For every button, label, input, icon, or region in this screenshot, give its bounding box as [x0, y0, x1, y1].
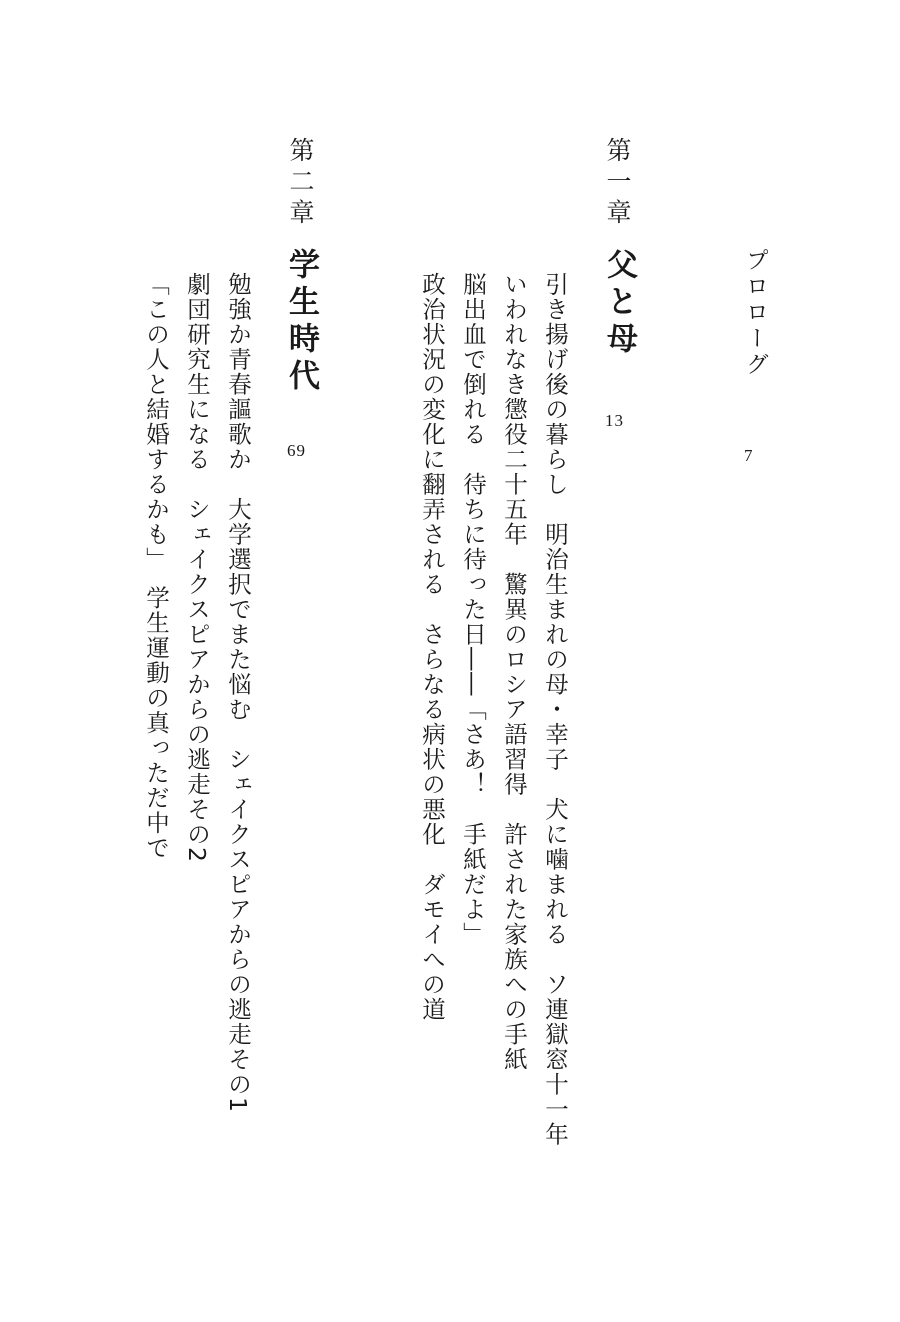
prologue-page-number: 7 — [744, 446, 754, 465]
chapter-2-entry-2: 劇団研究生になる シェイクスピアからの逃走その2 — [183, 272, 211, 864]
chapter-2-label: 第二章 — [286, 137, 315, 230]
chapter-1-title[interactable]: 父と母 — [601, 248, 637, 359]
chapter-1-label: 第一章 — [603, 137, 632, 230]
prologue-title[interactable]: プロローグ — [742, 248, 768, 378]
chapter-2-title[interactable]: 学生時代 — [283, 248, 319, 396]
chapter-2-entry-3: 「この人と結婚するかも」 学生運動の真っただ中で — [142, 272, 170, 861]
chapter-1-page-number: 13 — [605, 411, 624, 430]
chapter-2-entry-1: 勉強か青春謳歌か 大学選択でまた悩む シェイクスピアからの逃走その1 — [224, 272, 252, 1114]
chapter-2-page-number: 69 — [287, 441, 306, 460]
chapter-1-entry-1: 引き揚げ後の暮らし 明治生まれの母・幸子 犬に噛まれる ソ連獄窓十一年 — [541, 272, 569, 1147]
chapter-1-entry-2: いわれなき懲役二十五年 驚異のロシア語習得 許された家族への手紙 — [500, 272, 528, 1072]
chapter-1-entry-3: 脳出血で倒れる 待ちに待った日――「さあ！ 手紙だよ」 — [459, 272, 487, 947]
chapter-1-entry-4: 政治状況の変化に翻弄される さらなる病状の悪化 ダモイへの道 — [418, 272, 446, 1022]
